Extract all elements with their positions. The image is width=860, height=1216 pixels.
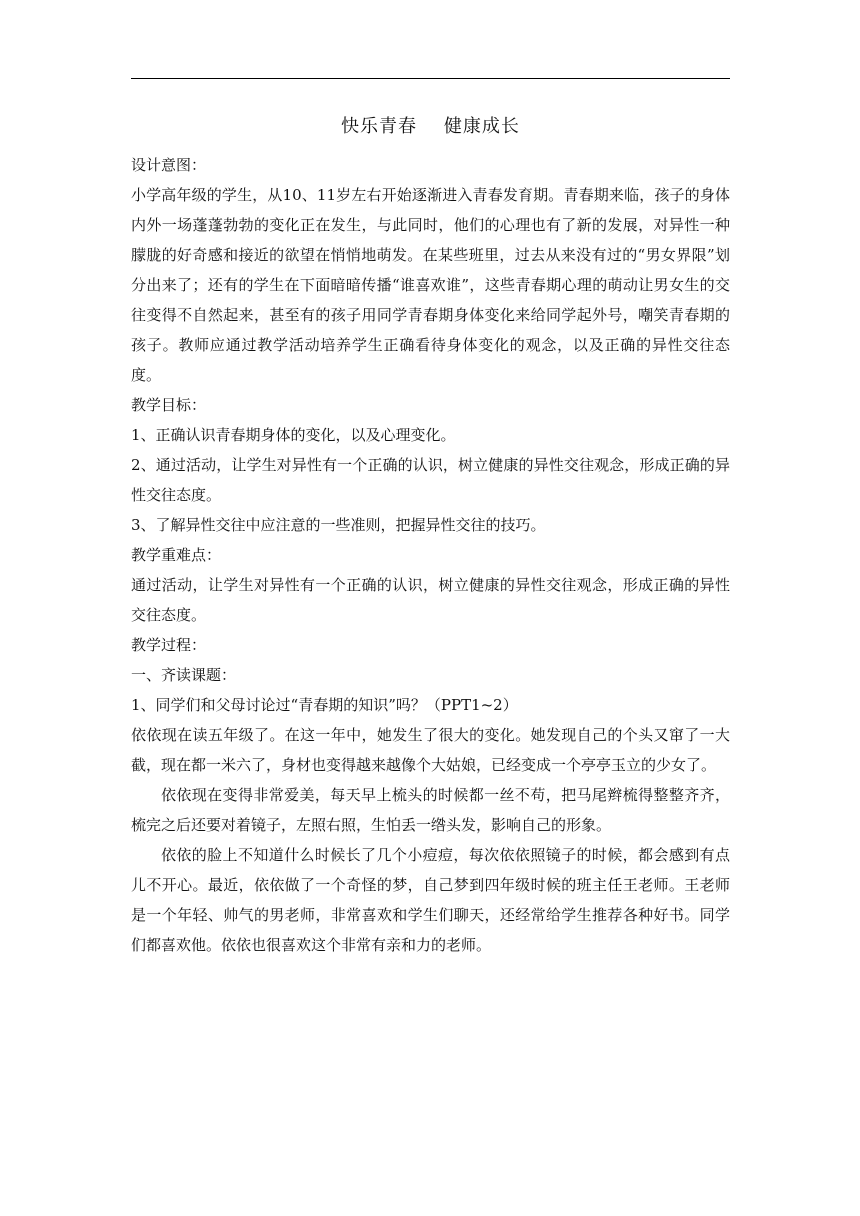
- section-heading-teaching-process: 教学过程：: [131, 636, 207, 654]
- story-paragraph-3: 依依的脸上不知道什么时候长了几个小痘痘，每次依依照镜子的时候，都会感到有点儿不开心。最近，依依做了一个奇怪的梦，自己梦到四年级时候的班主任王老师。王老师是一个年轻、帅气的男老师，非常喜欢和学生们聊天，还经常给学生推荐各种好书。同学们都喜欢他。依依也很喜欢这个非常有亲和力的老师。: [131, 846, 730, 954]
- teaching-goal-1: 1、正确认识青春期身体的变化，以及心理变化。: [131, 426, 456, 444]
- document-title: 快乐青春 健康成长: [341, 116, 520, 137]
- teaching-goal-2: 2、通过活动，让学生对异性有一个正确的认识，树立健康的异性交往观念，形成正确的异性交往态度。: [131, 456, 730, 504]
- section-heading-key-points: 教学重难点：: [131, 546, 222, 564]
- section-heading-design-intent: 设计意图：: [131, 156, 207, 174]
- teaching-goal-3: 3、了解异性交往中应注意的一些准则，把握异性交往的技巧。: [131, 516, 546, 534]
- story-paragraph-1: 依依现在读五年级了。在这一年中，她发生了很大的变化。她发现自己的个头又窜了一大截，现在都一米六了，身材也变得越来越像个大姑娘，已经变成一个亭亭玉立的少女了。: [131, 726, 730, 774]
- process-question-1: 1、同学们和父母讨论过“青春期的知识”吗？（PPT1~2）: [131, 696, 518, 714]
- story-paragraph-2: 依依现在变得非常爱美，每天早上梳头的时候都一丝不苟，把马尾辫梳得整整齐齐，梳完之后还要对着镜子，左照右照，生怕丢一绺头发，影响自己的形象。: [131, 786, 730, 834]
- key-points-paragraph: 通过活动，让学生对异性有一个正确的认识，树立健康的异性交往观念，形成正确的异性交往态度。: [131, 576, 730, 624]
- design-intent-paragraph: 小学高年级的学生，从10、11岁左右开始逐渐进入青春发育期。青春期来临，孩子的身体内外一场蓬蓬勃勃的变化正在发生，与此同时，他们的心理也有了新的发展，对异性一种朦胧的好奇感和接近的欲望在悄悄地萌发。在某些班里，过去从来没有过的“男女界限”划分出来了；还有的学生在下面暗暗传播“谁喜欢谁”，这些青春期心理的萌动让男女生的交往变得不自然起来，甚至有的孩子用同学青春期身体变化来给同学起外号，嘲笑青春期的孩子。教师应通过教学活动培养学生正确看待身体变化的观念，以及正确的异性交往态度。: [131, 186, 730, 384]
- document-body: [131, 110, 730, 960]
- process-step-1-heading: 一、齐读课题：: [131, 666, 237, 684]
- header-rule: [131, 78, 730, 79]
- section-heading-teaching-goals: 教学目标：: [131, 396, 207, 414]
